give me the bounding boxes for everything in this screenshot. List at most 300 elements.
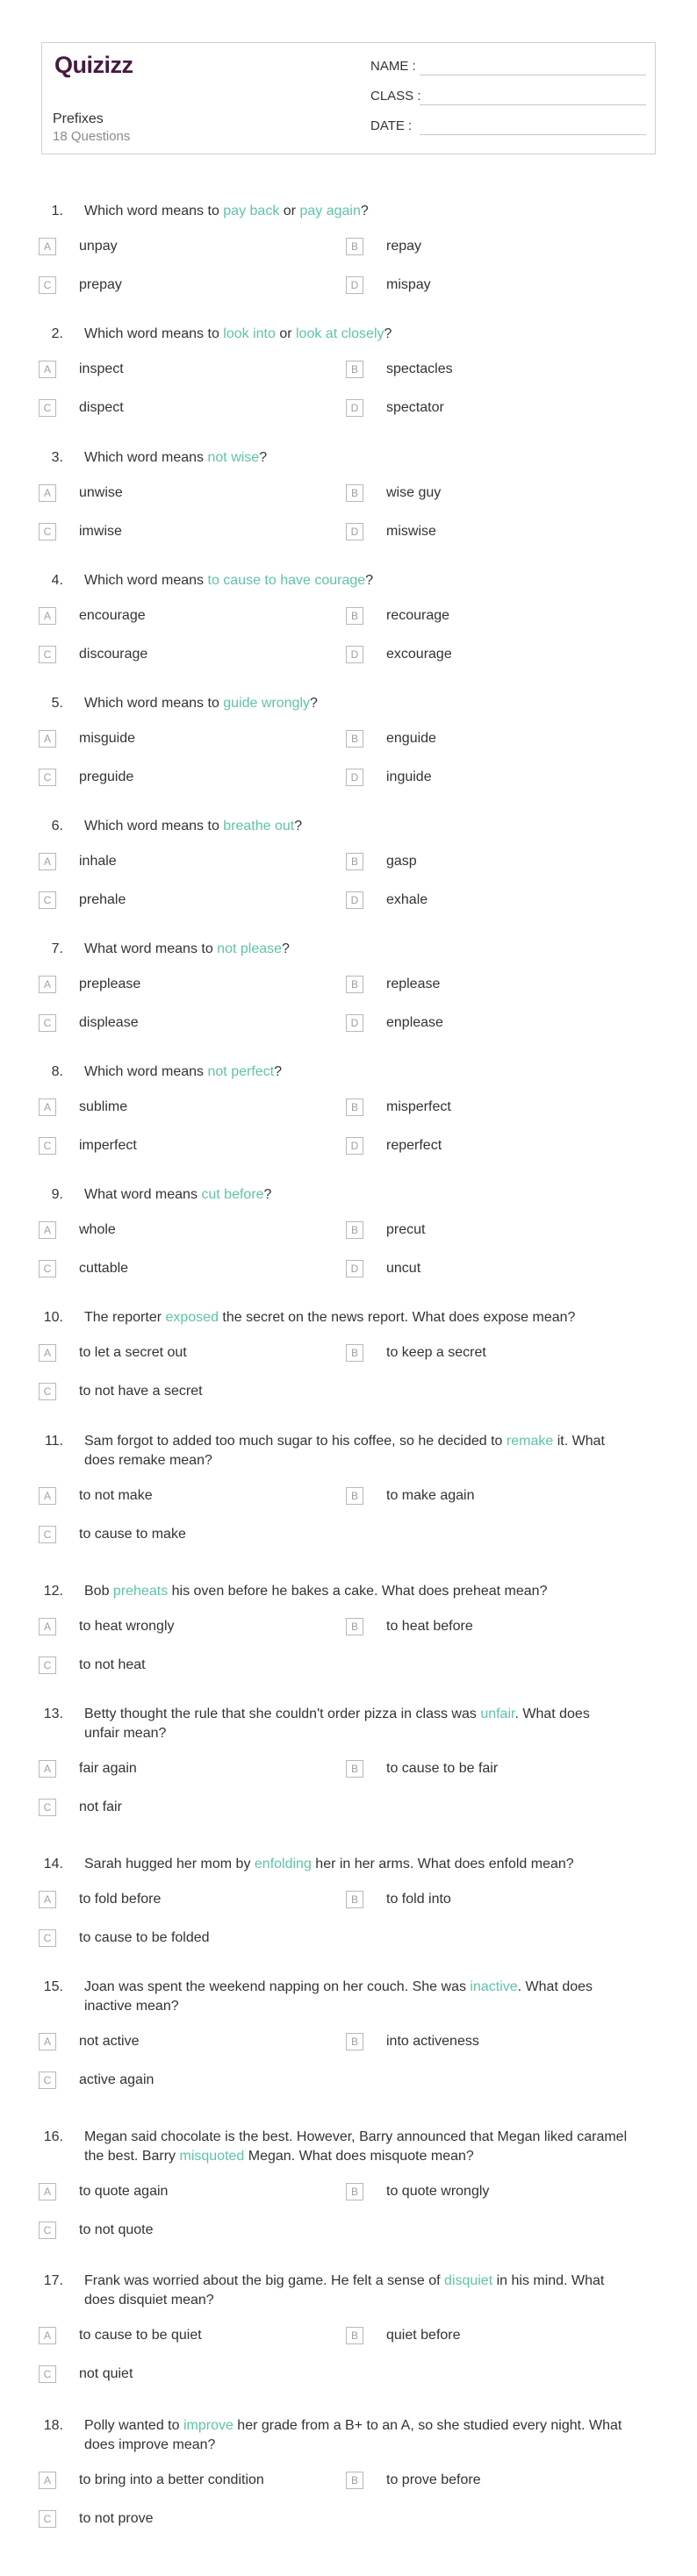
option-letter-box[interactable]: A [39, 1221, 56, 1239]
option-text: to bring into a better condition [79, 2472, 264, 2487]
answer-option[interactable] [346, 522, 653, 541]
question-text-part: her grade from a B+ to an A, so she studied every night. What does improve mean? [84, 2418, 622, 2452]
option-letter-box[interactable]: C [39, 1929, 56, 1947]
option-text: precut [386, 1222, 426, 1237]
option-letter-box[interactable]: A [39, 1891, 56, 1908]
option-text: to cause to make [79, 1527, 186, 1542]
question-text [84, 1308, 629, 1327]
question-text-part: the secret on the news report. What does expose mean? [218, 1310, 576, 1325]
question-number: 13. [43, 1707, 63, 1721]
answer-option[interactable] [346, 2471, 653, 2490]
option-letter-box[interactable]: B [346, 484, 363, 502]
question-count: 18 Questions [53, 129, 131, 144]
option-letter-box[interactable]: D [346, 276, 363, 294]
option-letter-box[interactable]: C [39, 276, 56, 294]
question-text-part: Megan. What does misquote mean? [244, 2149, 474, 2164]
highlighted-term: remake [506, 1434, 554, 1449]
option-text: spectator [386, 400, 444, 415]
option-text: to prove before [386, 2472, 481, 2487]
option-text: to fold before [79, 1892, 162, 1907]
question-text [84, 1432, 629, 1470]
answer-options [39, 1890, 662, 1948]
option-letter-box[interactable]: D [346, 523, 363, 540]
option-letter-box[interactable]: C [39, 2222, 56, 2239]
question-text [84, 1185, 629, 1205]
question-item [39, 1063, 662, 1156]
option-text: to cause to be quiet [79, 2328, 202, 2343]
question-item [39, 2128, 662, 2240]
answer-options [39, 360, 662, 418]
question-text-part: or [275, 326, 296, 341]
answer-option[interactable] [39, 522, 346, 541]
option-text: inspect [79, 361, 124, 376]
class-field[interactable] [370, 89, 646, 106]
answer-option[interactable] [39, 1343, 346, 1363]
option-letter-box[interactable]: C [39, 1657, 56, 1674]
answer-option[interactable] [39, 2509, 346, 2529]
option-letter-box[interactable]: B [346, 2472, 363, 2489]
answer-option[interactable] [39, 2071, 346, 2090]
question-number: 7. [51, 941, 63, 956]
answer-option[interactable] [346, 275, 653, 295]
question-item [39, 694, 662, 787]
option-text: into activeness [386, 2034, 479, 2049]
question-text-part: ? [259, 450, 268, 465]
answer-option[interactable] [346, 1890, 653, 1909]
date-field[interactable] [370, 118, 646, 136]
question-item [39, 448, 662, 541]
question-number: 2. [51, 326, 63, 341]
question-text [84, 571, 629, 590]
option-text: enplease [386, 1015, 443, 1030]
answer-options [39, 1486, 662, 1544]
option-text: uncut [386, 1261, 421, 1276]
highlighted-term: exposed [165, 1310, 219, 1325]
answer-option[interactable] [39, 1798, 346, 1817]
question-text-part: . What does unfair mean? [84, 1707, 590, 1741]
option-letter-box[interactable]: A [39, 2472, 56, 2489]
option-letter-box[interactable]: A [39, 361, 56, 378]
class-label: CLASS : [370, 89, 421, 104]
answer-option[interactable] [39, 237, 346, 256]
option-letter-box[interactable]: B [346, 2033, 363, 2050]
option-letter-box[interactable]: A [39, 607, 56, 625]
answer-option[interactable] [346, 1136, 653, 1156]
answer-option[interactable] [39, 891, 346, 910]
option-letter-box[interactable]: A [39, 1098, 56, 1116]
answer-option[interactable] [39, 2326, 346, 2345]
option-text: to heat wrongly [79, 1619, 175, 1634]
highlighted-term: breathe out [223, 819, 295, 834]
answer-option[interactable] [39, 1220, 346, 1240]
answer-option[interactable] [39, 2221, 346, 2240]
question-number: 9. [51, 1187, 63, 1202]
question-text [84, 940, 629, 959]
question-item [39, 1978, 662, 2090]
option-letter-box[interactable]: C [39, 769, 56, 786]
answer-options [39, 483, 662, 541]
answer-option[interactable] [39, 1890, 346, 1909]
highlighted-term: not wise [207, 450, 260, 465]
question-text [84, 1978, 629, 2016]
option-letter-box[interactable]: B [346, 607, 363, 625]
answer-option[interactable] [39, 2365, 346, 2384]
option-text: wise guy [386, 485, 442, 500]
option-letter-box[interactable]: B [346, 976, 363, 993]
option-letter-box[interactable]: A [39, 2327, 56, 2344]
question-text-part: Joan was spent the weekend napping on her couch. She was [84, 1979, 471, 1994]
answer-options [39, 2471, 662, 2529]
question-text-part: or [279, 204, 300, 218]
option-text: to not heat [79, 1657, 146, 1672]
option-letter-box[interactable]: A [39, 853, 56, 870]
answer-options [39, 852, 662, 910]
question-text-part: Which word means to [84, 696, 224, 711]
option-letter-box[interactable]: D [346, 646, 363, 663]
question-number: 1. [51, 204, 63, 218]
answer-option[interactable] [346, 360, 653, 379]
option-letter-box[interactable]: C [39, 1799, 56, 1816]
question-number: 17. [43, 2273, 63, 2288]
option-letter-box[interactable]: D [346, 1260, 363, 1277]
question-text-part: ? [384, 326, 392, 341]
highlighted-term: guide wrongly [223, 696, 311, 711]
question-number: 4. [51, 573, 63, 588]
option-letter-box[interactable]: B [346, 1891, 363, 1908]
highlighted-term: not please [217, 941, 283, 956]
answer-option[interactable] [39, 1486, 346, 1506]
answer-option[interactable] [39, 275, 346, 295]
highlighted-term: disquiet [444, 2273, 493, 2288]
option-text: preplease [79, 977, 141, 991]
option-text: dispect [79, 400, 124, 415]
highlighted-term: inactive [470, 1979, 518, 1994]
option-letter-box[interactable]: B [346, 730, 363, 748]
option-text: to fold into [386, 1892, 451, 1907]
question-text-part: The reporter [84, 1310, 166, 1325]
question-item [39, 1432, 662, 1544]
question-text-part: it. What does remake mean? [84, 1434, 605, 1468]
answer-option[interactable] [39, 1098, 346, 1117]
option-letter-box[interactable]: C [39, 523, 56, 540]
answer-option[interactable] [346, 1259, 653, 1278]
answer-option[interactable] [346, 729, 653, 748]
question-item [39, 1582, 662, 1675]
option-letter-box[interactable]: C [39, 2072, 56, 2089]
highlighted-term: improve [183, 2418, 234, 2433]
question-item [39, 325, 662, 418]
option-text: whole [79, 1222, 116, 1237]
answer-option[interactable] [39, 1259, 346, 1278]
option-text: unwise [79, 485, 123, 500]
name-field[interactable] [370, 59, 646, 76]
option-text: repay [386, 239, 422, 254]
option-text: fair again [79, 1761, 137, 1776]
answer-option[interactable] [39, 2182, 346, 2201]
answer-option[interactable] [346, 398, 653, 418]
answer-option[interactable] [39, 729, 346, 748]
question-number: 11. [44, 1434, 63, 1449]
option-letter-box[interactable]: A [39, 2183, 56, 2200]
option-letter-box[interactable]: A [39, 1618, 56, 1635]
answer-options [39, 1343, 662, 1401]
highlighted-term: look at closely [296, 326, 384, 341]
answer-option[interactable] [346, 2032, 653, 2051]
option-letter-box[interactable]: B [346, 1487, 363, 1505]
option-letter-box[interactable]: C [39, 1137, 56, 1155]
option-text: encourage [79, 608, 146, 623]
option-letter-box[interactable]: B [346, 2183, 363, 2200]
question-number: 6. [51, 819, 63, 834]
option-letter-box[interactable]: C [39, 891, 56, 909]
option-letter-box[interactable]: C [39, 1383, 56, 1400]
option-text: prepay [79, 277, 122, 292]
option-text: exhale [386, 892, 428, 907]
name-label: NAME : [370, 59, 416, 74]
option-letter-box[interactable]: B [346, 1760, 363, 1778]
option-letter-box[interactable]: A [39, 976, 56, 993]
answer-option[interactable] [39, 852, 346, 871]
answer-option[interactable] [39, 645, 346, 664]
answer-option[interactable] [346, 852, 653, 871]
option-letter-box[interactable]: C [39, 646, 56, 663]
option-letter-box[interactable]: C [39, 1014, 56, 1032]
question-text-part: Which word means [84, 1064, 208, 1079]
answer-option[interactable] [39, 2471, 346, 2490]
option-letter-box[interactable]: C [39, 399, 56, 417]
option-text: discourage [79, 647, 148, 662]
highlighted-term: pay back [223, 204, 280, 218]
question-item [39, 1185, 662, 1278]
answer-options [39, 729, 662, 787]
answer-options [39, 1759, 662, 1817]
answer-option[interactable] [39, 768, 346, 787]
date-line [420, 134, 646, 135]
date-label: DATE : [370, 118, 413, 133]
option-text: enguide [386, 731, 436, 746]
option-text: active again [79, 2072, 154, 2087]
question-text [84, 325, 629, 344]
option-letter-box[interactable]: D [346, 891, 363, 909]
option-letter-box[interactable]: C [39, 1526, 56, 1543]
option-letter-box[interactable]: A [39, 1487, 56, 1505]
option-text: to make again [386, 1488, 475, 1503]
option-letter-box[interactable]: B [346, 1221, 363, 1239]
question-item [39, 817, 662, 910]
option-letter-box[interactable]: A [39, 2033, 56, 2050]
question-text-part: Which word means [84, 450, 208, 465]
question-item [39, 2272, 662, 2384]
option-text: misguide [79, 731, 136, 746]
option-letter-box[interactable]: D [346, 1137, 363, 1155]
answer-option[interactable] [39, 483, 346, 503]
answer-options [39, 237, 662, 295]
option-letter-box[interactable]: C [39, 2365, 56, 2383]
answer-option[interactable] [346, 1343, 653, 1363]
option-text: not quiet [79, 2366, 133, 2381]
answer-option[interactable] [346, 891, 653, 910]
answer-option[interactable] [346, 1098, 653, 1117]
highlighted-term: cut before [201, 1187, 264, 1202]
answer-option[interactable] [346, 2326, 653, 2345]
answer-option[interactable] [39, 606, 346, 626]
answer-option[interactable] [39, 1759, 346, 1778]
option-letter-box[interactable]: A [39, 1760, 56, 1778]
answer-option[interactable] [39, 1525, 346, 1544]
question-text [84, 817, 629, 836]
answer-option[interactable] [346, 768, 653, 787]
answer-option[interactable] [346, 975, 653, 994]
option-text: misperfect [386, 1099, 451, 1114]
answer-option[interactable] [346, 606, 653, 626]
question-item [39, 1855, 662, 1948]
option-text: to keep a secret [386, 1345, 486, 1360]
answer-option[interactable] [39, 1136, 346, 1156]
question-text-part: Sarah hugged her mom by [84, 1857, 255, 1871]
question-number: 8. [51, 1064, 63, 1079]
question-text-part: ? [274, 1064, 283, 1079]
question-number: 3. [51, 450, 63, 465]
option-letter-box[interactable]: B [346, 1344, 363, 1362]
question-text [84, 1063, 629, 1082]
option-text: excourage [386, 647, 452, 662]
option-text: to quote again [79, 2184, 169, 2199]
option-letter-box[interactable]: B [346, 1618, 363, 1635]
answer-option[interactable] [346, 1617, 653, 1636]
question-text-part: his oven before he bakes a cake. What does preheat mean? [168, 1584, 548, 1599]
option-text: to let a secret out [79, 1345, 187, 1360]
answer-option[interactable] [346, 1759, 653, 1778]
highlighted-term: not perfect [207, 1064, 275, 1079]
question-item [39, 202, 662, 295]
option-text: reperfect [386, 1138, 442, 1153]
answer-option[interactable] [346, 483, 653, 503]
question-item [39, 1308, 662, 1401]
question-text-part: What word means [84, 1187, 202, 1202]
answer-option[interactable] [39, 975, 346, 994]
answer-option[interactable] [39, 1617, 346, 1636]
question-text-part: in his mind. What does disquiet mean? [84, 2273, 605, 2308]
option-letter-box[interactable]: B [346, 853, 363, 870]
question-text [84, 1582, 629, 1601]
option-text: replease [386, 977, 441, 991]
class-line [420, 104, 646, 105]
answer-option[interactable] [346, 645, 653, 664]
answer-options [39, 1617, 662, 1675]
question-text-part: her in her arms. What does enfold mean? [311, 1857, 574, 1871]
option-text: preguide [79, 769, 134, 784]
option-text: to cause to be fair [386, 1761, 499, 1776]
option-letter-box[interactable]: A [39, 730, 56, 748]
question-item [39, 2416, 662, 2529]
option-text: imwise [79, 524, 122, 539]
highlighted-term: unfair [480, 1707, 515, 1721]
highlighted-term: look into [223, 326, 276, 341]
question-number: 5. [51, 696, 63, 711]
option-text: not active [79, 2034, 140, 2049]
answer-option[interactable] [39, 1013, 346, 1033]
option-letter-box[interactable]: D [346, 769, 363, 786]
option-text: to cause to be folded [79, 1930, 210, 1945]
option-text: recourage [386, 608, 450, 623]
option-letter-box[interactable]: B [346, 1098, 363, 1116]
option-text: unpay [79, 239, 118, 254]
answer-option[interactable] [346, 2182, 653, 2201]
quizizz-logo: Quizizz [54, 52, 133, 78]
worksheet-header [41, 42, 656, 154]
answer-option[interactable] [39, 360, 346, 379]
question-text-part: ? [263, 1187, 272, 1202]
answer-option[interactable] [39, 1382, 346, 1401]
option-letter-box[interactable]: C [39, 1260, 56, 1277]
option-letter-box[interactable]: B [346, 361, 363, 378]
question-text-part: ? [282, 941, 290, 956]
option-text: to not prove [79, 2511, 154, 2526]
option-text: not fair [79, 1800, 122, 1814]
question-text-part: ? [310, 696, 318, 711]
option-letter-box[interactable]: D [346, 1014, 363, 1032]
question-number: 18. [43, 2418, 63, 2433]
option-letter-box[interactable]: B [346, 238, 363, 255]
question-text [84, 1855, 629, 1874]
answer-options [39, 606, 662, 664]
question-text-part: ? [294, 819, 303, 834]
answer-option[interactable] [346, 1486, 653, 1506]
question-text [84, 2128, 629, 2166]
answer-option[interactable] [39, 1656, 346, 1675]
option-text: to heat before [386, 1619, 473, 1634]
question-text-part: Polly wanted to [84, 2418, 183, 2433]
question-text-part: Bob [84, 1584, 113, 1599]
option-text: to quote wrongly [386, 2184, 490, 2199]
question-text [84, 448, 629, 468]
question-number: 16. [43, 2129, 63, 2144]
option-letter-box[interactable]: C [39, 2510, 56, 2528]
question-text [84, 2416, 629, 2455]
option-text: sublime [79, 1099, 128, 1114]
question-text-part: Frank was worried about the big game. He felt a sense of [84, 2273, 444, 2288]
option-text: spectacles [386, 361, 453, 376]
answer-option[interactable] [346, 237, 653, 256]
option-letter-box[interactable]: A [39, 1344, 56, 1362]
question-text-part: ? [365, 573, 374, 588]
answer-option[interactable] [346, 1013, 653, 1033]
highlighted-term: misquoted [179, 2149, 245, 2164]
option-letter-box[interactable]: B [346, 2327, 363, 2344]
option-text: mispay [386, 277, 431, 292]
option-letter-box[interactable]: A [39, 484, 56, 502]
answer-option[interactable] [39, 2032, 346, 2051]
answer-options [39, 2182, 662, 2240]
question-item [39, 571, 662, 664]
option-letter-box[interactable]: D [346, 399, 363, 417]
question-text-part: ? [360, 204, 369, 218]
option-text: to not have a secret [79, 1384, 203, 1399]
option-text: to not make [79, 1488, 153, 1503]
option-text: cuttable [79, 1261, 129, 1276]
option-text: inhale [79, 854, 117, 869]
highlighted-term: pay again [299, 204, 361, 218]
answer-option[interactable] [346, 1220, 653, 1240]
answer-option[interactable] [39, 398, 346, 418]
question-number: 12. [43, 1584, 63, 1599]
option-letter-box[interactable]: A [39, 238, 56, 255]
question-text [84, 202, 629, 221]
answer-option[interactable] [39, 1928, 346, 1948]
worksheet-title: Prefixes [53, 111, 104, 126]
question-number: 10. [43, 1310, 63, 1325]
option-text: to not quote [79, 2222, 154, 2237]
